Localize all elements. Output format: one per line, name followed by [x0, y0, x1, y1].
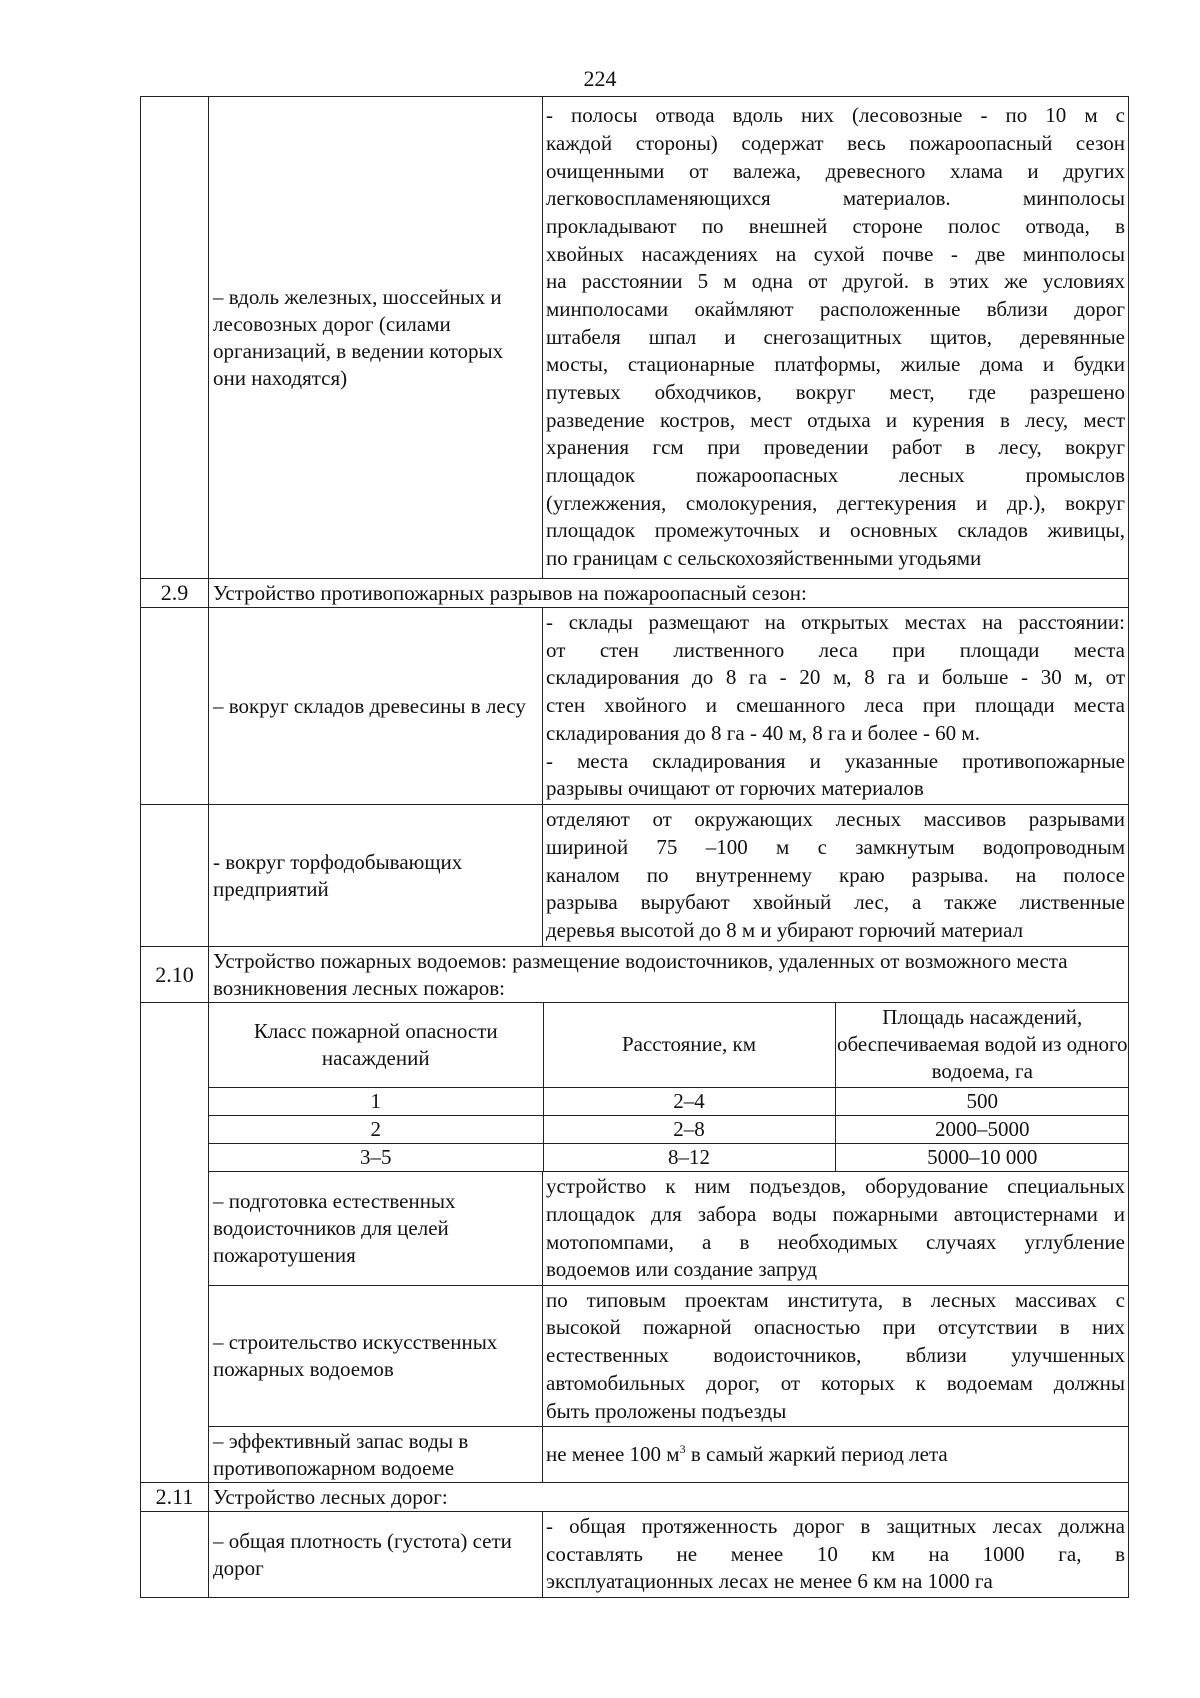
text-line: каждой стороны) содержат весь пожароопасный сезон: [546, 130, 1125, 155]
text-line: - склады размещают на открытых местах на расстоянии:: [546, 610, 1125, 635]
text-line: стен хвойного и смешанного леса при площади места: [546, 693, 1125, 718]
section-title: Устройство пожарных водоемов: размещение водоисточников, удаленных от возможного места возникновения лесных пожаров:: [209, 947, 1129, 1003]
fire-class-cell: 2: [209, 1115, 543, 1143]
table-row: [209, 1143, 1129, 1171]
fire-class-cell: 1: [209, 1087, 543, 1115]
text-line: - общая протяженность дорог в защитных лесах должна: [546, 1513, 1125, 1538]
cubic-superscript: 3: [679, 1442, 686, 1456]
text-line: (углежжения, смолокурения, дегтекурения и др.), вокруг: [546, 490, 1125, 515]
text-line: мотопомпами, а в необходимых случаях углубление: [546, 1229, 1125, 1254]
water-source-distance-table: [209, 1003, 1129, 1171]
item-label: - вокруг торфодобывающих предприятий: [209, 805, 543, 947]
text-line: - полосы отвода вдоль них (лесовозные - по 10 м с: [546, 103, 1125, 128]
row-number-empty: [141, 608, 209, 805]
text-line: шириной 75 –100 м с замкнутым водопроводным: [546, 834, 1125, 859]
section-title: Устройство противопожарных разрывов на пожароопасный сезон:: [209, 579, 1129, 608]
text-line: - места складирования и указанные противопожарные: [546, 748, 1125, 773]
item-label: – строительство искусственных пожарных водоемов: [209, 1286, 543, 1427]
text-line: быть проложены подъезды: [546, 1398, 787, 1423]
text-line: на расстоянии 5 м одна от другой. в этих же условиях: [546, 269, 1125, 294]
row-roads-strips: [141, 97, 1129, 579]
text-line: площадок для забора воды пожарными автоцистернами и: [546, 1201, 1125, 1226]
item-label: – эффективный запас воды в противопожарном водоеме: [209, 1427, 543, 1483]
distance-cell: 2–8: [543, 1115, 835, 1143]
text-line: мосты, стационарные платформы, жилые дома и будки: [546, 352, 1125, 377]
table-header-row: [209, 1003, 1129, 1087]
column-header: Площадь насаждений, обеспечиваемая водой из одного водоема, га: [835, 1003, 1129, 1087]
section-2-10-header: [141, 947, 1129, 1003]
text-line: путевых обходчиков, вокруг мест, где разрешено: [546, 380, 1125, 405]
text-line: водоемов или создание запруд: [546, 1257, 818, 1282]
distance-cell: 2–4: [543, 1087, 835, 1115]
item-description: [543, 608, 1129, 805]
area-cell: 5000–10 000: [835, 1143, 1129, 1171]
row-water-reserve: [141, 1427, 1129, 1483]
text-line: от стен лиственного леса при площади места: [546, 637, 1125, 662]
item-description: [543, 1172, 1129, 1286]
row-artificial-reservoirs: [141, 1286, 1129, 1427]
row-number-empty: [141, 1512, 209, 1598]
reserve-text-pre: не менее 100 м: [546, 1442, 680, 1466]
section-number: 2.9: [141, 579, 209, 608]
text-line: площадок пожароопасных лесных промыслов: [546, 463, 1125, 488]
text-line: устройство к ним подъездов, оборудование специальных: [546, 1174, 1125, 1199]
item-description: [543, 805, 1129, 947]
distance-table-cell: [209, 1003, 1129, 1172]
item-description: [543, 97, 1129, 579]
fire-measures-table: [140, 96, 1129, 1598]
text-line: составлять не менее 10 км на 1000 га, в: [546, 1541, 1125, 1566]
text-line: хвойных насаждениях на сухой почве - две минполосы: [546, 241, 1125, 266]
text-line: по границам с сельскохозяйственными угодьями: [546, 546, 982, 571]
area-cell: 2000–5000: [835, 1115, 1129, 1143]
text-line: естественных водоисточников, вблизи улучшенных: [546, 1343, 1125, 1368]
item-label: – вдоль железных, шоссейных и лесовозных дорог (силами организаций, в ведении которых они находятся): [209, 97, 543, 579]
item-label: – вокруг складов древесины в лесу: [209, 608, 543, 805]
row-road-density: [141, 1512, 1129, 1598]
text-line: минполосами окаймляют расположенные вблизи дорог: [546, 296, 1125, 321]
row-timber-depots: [141, 608, 1129, 805]
item-description: [543, 1427, 1129, 1483]
text-line: разведение костров, мест отдыха и курения в лесу, мест: [546, 407, 1125, 432]
text-line: складирования до 8 га - 20 м, 8 га и больше - 30 м, от: [546, 665, 1125, 690]
column-header: Расстояние, км: [543, 1003, 835, 1087]
text-line: прокладывают по внешней стороне полос отвода, в: [546, 213, 1125, 238]
section-number: 2.11: [141, 1483, 209, 1512]
text-line: очищенными от валежа, древесного хлама и других: [546, 158, 1125, 183]
text-line: разрывы очищают от горючих материалов: [546, 776, 924, 801]
text-line: штабеля шпал и снегозащитных щитов, деревянные: [546, 324, 1125, 349]
row-number-empty: [141, 1003, 209, 1483]
reserve-text-post: в самый жаркий период лета: [685, 1442, 948, 1466]
table-row: [209, 1115, 1129, 1143]
text-line: высокой пожарной опасностью при отсутствии в них: [546, 1315, 1125, 1340]
text-line: площадок промежуточных и основных складов живицы,: [546, 518, 1125, 543]
item-description: [543, 1286, 1129, 1427]
text-line: эксплуатационных лесах не менее 6 км на 1000 га: [546, 1569, 993, 1594]
text-line: отделяют от окружающих лесных массивов разрывами: [546, 807, 1125, 832]
row-water-distance-table: [141, 1003, 1129, 1172]
fire-class-cell: 3–5: [209, 1143, 543, 1171]
distance-cell: 8–12: [543, 1143, 835, 1171]
section-title: Устройство лесных дорог:: [209, 1483, 1129, 1512]
section-number: 2.10: [141, 947, 209, 1003]
text-line: легковоспламеняющихся материалов. минполосы: [546, 186, 1125, 211]
text-line: складирования до 8 га - 40 м, 8 га и более - 60 м.: [546, 720, 980, 745]
item-description: [543, 1512, 1129, 1598]
section-2-9-header: [141, 579, 1129, 608]
text-line: каналом по внутреннему краю разрыва. на полосе: [546, 862, 1125, 887]
text-line: хранения гсм при проведении работ в лесу, вокруг: [546, 435, 1125, 460]
item-label: – подготовка естественных водоисточников для целей пожаротушения: [209, 1172, 543, 1286]
item-label: – общая плотность (густота) сети дорог: [209, 1512, 543, 1598]
text-line: разрыва вырубают хвойный лес, а также лиственные: [546, 890, 1125, 915]
section-2-11-header: [141, 1483, 1129, 1512]
row-peat-enterprises: [141, 805, 1129, 947]
row-natural-water-sources: [141, 1172, 1129, 1286]
row-number-empty: [141, 97, 209, 579]
area-cell: 500: [835, 1087, 1129, 1115]
column-header: Класс пожарной опасности насаждений: [209, 1003, 543, 1087]
table-row: [209, 1087, 1129, 1115]
text-line: по типовым проектам института, в лесных массивах с: [546, 1287, 1125, 1312]
page-number: 224: [583, 66, 617, 91]
row-number-empty: [141, 805, 209, 947]
text-line: автомобильных дорог, от которых к водоемам должны: [546, 1370, 1125, 1395]
text-line: деревья высотой до 8 м и убирают горючий материал: [546, 918, 1024, 943]
